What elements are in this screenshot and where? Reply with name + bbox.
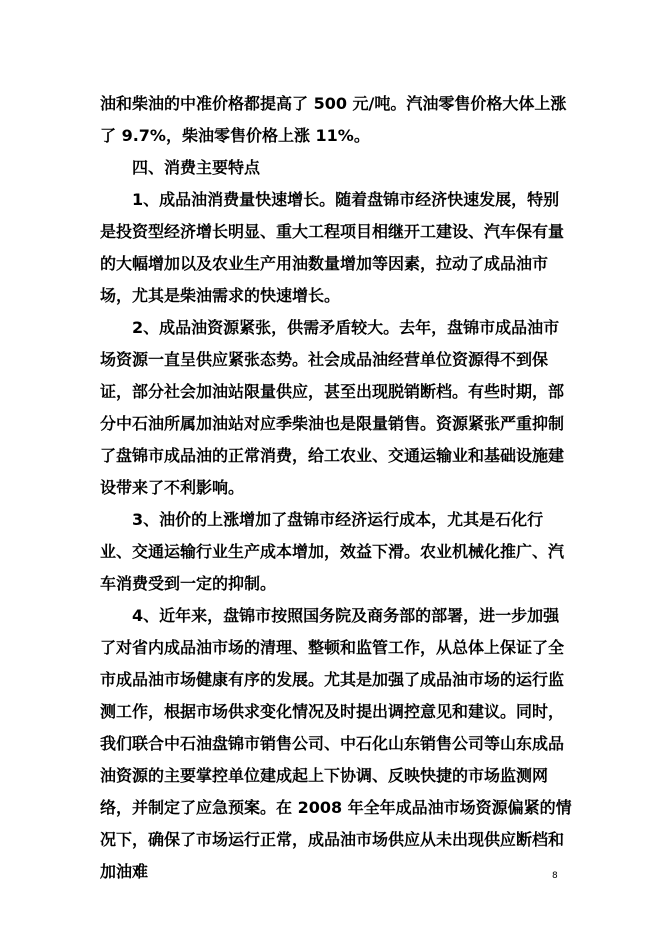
paragraph-item-1: 1、成品油消费量快速增长。随着盘锦市经济快速发展，特别是投资型经济增长明显、重大工程项目相继开工建设、汽车保有量的大幅增加以及农业生产用油数量增加等因素，拉动了成品油市场，尤其是柴油需求的快速增长。: [100, 190, 565, 305]
page-number: 8: [552, 871, 558, 881]
paragraph-item-3: 3、油价的上涨增加了盘锦市经济运行成本，尤其是石化行业、交通运输行业生产成本增加，效益下滑。农业机械化推广、汽车消费受到一定的抑制。: [100, 510, 565, 593]
section-heading: 四、消费主要特点: [132, 158, 261, 177]
document-body: [100, 88, 572, 888]
paragraph-continuation: 油和柴油的中准价格都提高了 500 元/吨。汽油零售价格大体上涨了 9.7%，柴油零售价格上涨 11%。: [100, 94, 567, 145]
paragraph-item-4: 4、近年来，盘锦市按照国务院及商务部的部署，进一步加强了对省内成品油市场的清理、整顿和监管工作，从总体上保证了全市成品油市场健康有序的发展。尤其是加强了成品油市场的运行监测工作，根据市场供求变化情况及时提出调控意见和建议。同时，我们联合中石油盘锦市销售公司、中石化山东销售公司等山东成品油资源的主要掌控单位建成起上下协调、反映快捷的市场监测网络，并制定了应急预案。在 2008 年全年成品油市场资源偏紧的情况下，确保了市场运行正常，成品油市场供应从未出现供应断档和加油难: [100, 606, 572, 881]
paragraph-item-2: 2、成品油资源紧张，供需矛盾较大。去年，盘锦市成品油市场资源一直呈供应紧张态势。社会成品油经营单位资源得不到保证，部分社会加油站限量供应，甚至出现脱销断档。有些时期，部分中石油所属加油站对应季柴油也是限量销售。资源紧张严重抑制了盘锦市成品油的正常消费，给工农业、交通运输业和基础设施建设带来了不利影响。: [100, 318, 565, 497]
